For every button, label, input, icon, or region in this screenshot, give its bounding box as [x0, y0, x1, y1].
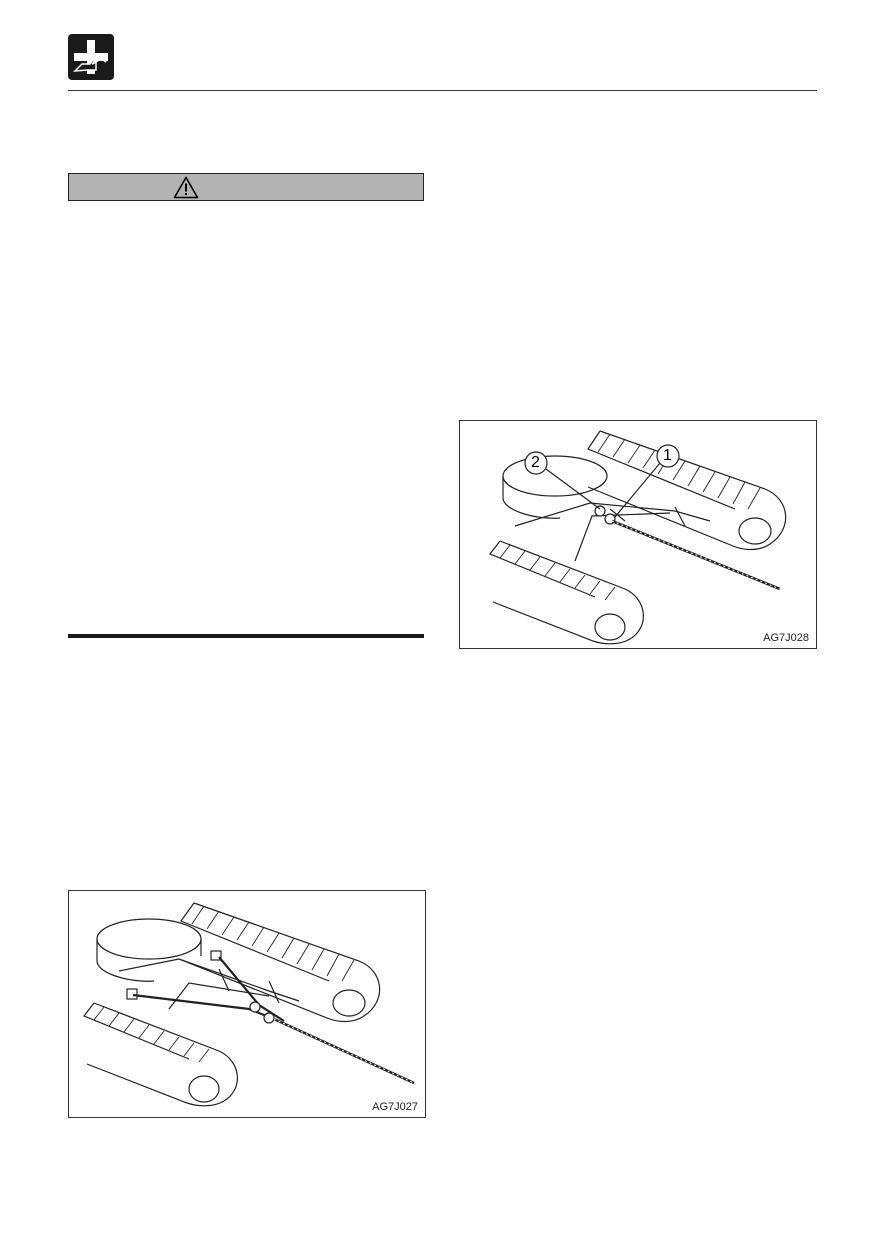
callout-1: 1 — [663, 447, 672, 464]
excavator-maintenance-icon — [68, 34, 114, 80]
towing-illustration-crossed-cables — [68, 890, 426, 1118]
callout-2: 2 — [531, 454, 540, 471]
towing-illustration-shackle — [459, 420, 817, 649]
header-divider — [68, 90, 817, 91]
warning-banner — [68, 173, 424, 201]
figure-code: AG7J027 — [372, 1101, 418, 1113]
figure-code: AG7J028 — [763, 632, 809, 644]
section-divider — [68, 634, 424, 638]
warning-triangle-icon — [173, 176, 199, 199]
